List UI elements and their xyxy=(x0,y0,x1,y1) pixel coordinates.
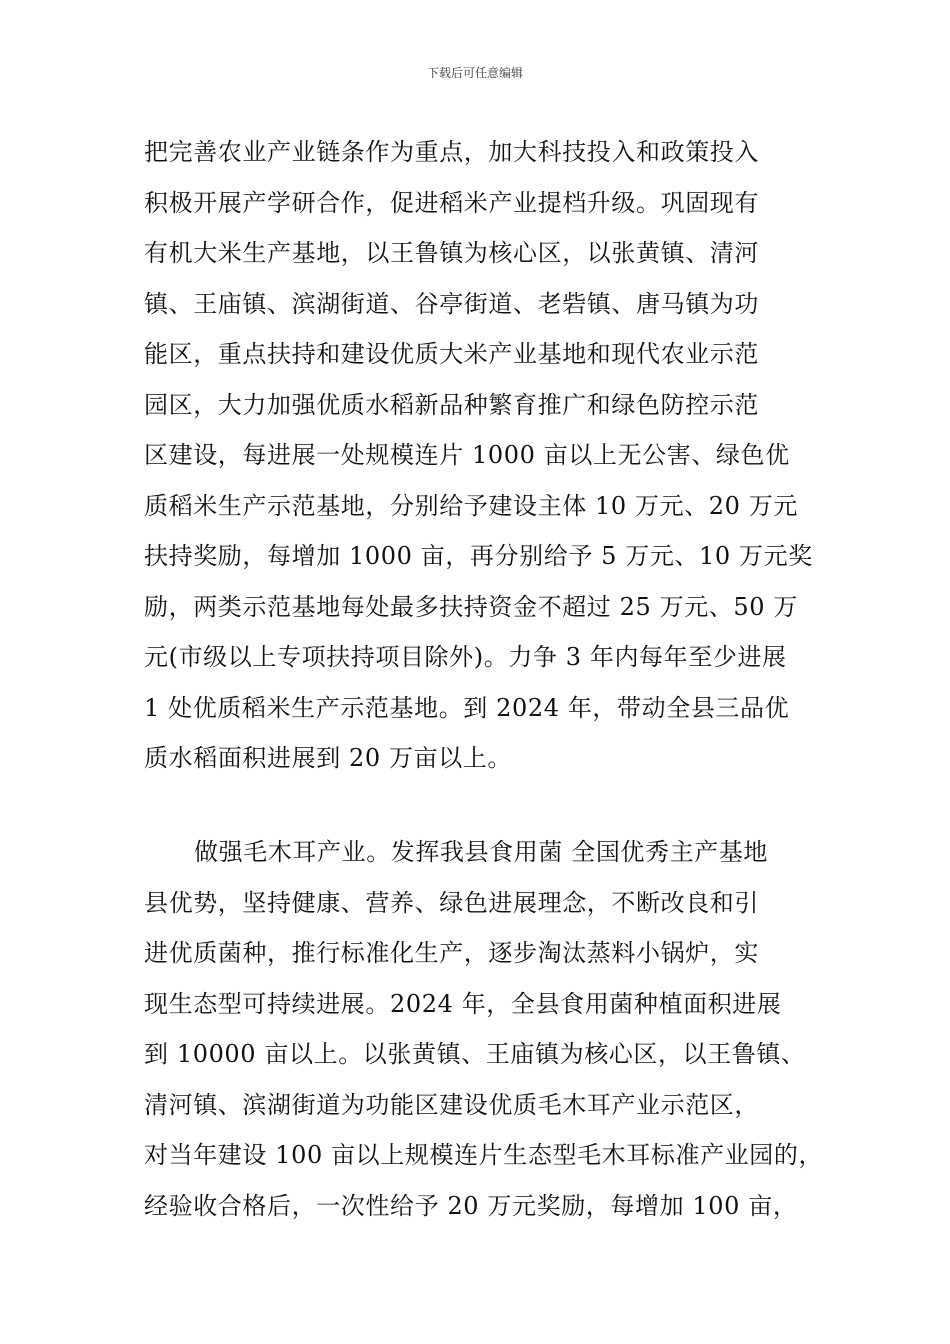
paragraph-line: 有机大米生产基地，以王鲁镇为核心区，以张黄镇、清河 xyxy=(144,239,759,267)
paragraph-line: 把完善农业产业链条作为重点，加大科技投入和政策投入 xyxy=(144,138,759,166)
paragraph-line: 质稻米生产示范基地，分别给予建设主体 10 万元、20 万元 xyxy=(144,491,798,520)
paragraph-line: 1 处优质稻米生产示范基地。到 2024 年，带动全县三品优 xyxy=(144,693,790,722)
paragraph-line: 元(市级以上专项扶持项目除外)。力争 3 年内每年至少进展 xyxy=(144,643,787,671)
paragraph-line: 镇、王庙镇、滨湖街道、谷亭街道、老砦镇、唐马镇为功 xyxy=(144,289,759,318)
paragraph-line: 质水稻面积进展到 20 万亩以上。 xyxy=(144,744,512,772)
page-header: 下载后可任意编辑 xyxy=(426,66,523,80)
paragraph-line: 做强毛木耳产业。发挥我县食用菌 全国优秀主产基地 xyxy=(194,838,769,866)
paragraph-line: 积极开展产学研合作，促进稻米产业提档升级。巩固现有 xyxy=(144,188,759,217)
paragraph-line: 到 10000 亩以上。以张黄镇、王庙镇为核心区，以王鲁镇、 xyxy=(144,1040,806,1068)
paragraph-line: 进优质菌种，推行标准化生产，逐步淘汰蒸料小锅炉，实 xyxy=(144,939,759,967)
paragraph-line: 清河镇、滨湖街道为功能区建设优质毛木耳产业示范区， xyxy=(144,1090,759,1119)
paragraph-rice-industry xyxy=(144,127,844,784)
paragraph-line: 能区，重点扶持和建设优质大米产业基地和现代农业示范 xyxy=(144,340,759,368)
paragraph-line: 现生态型可持续进展。2024 年，全县食用菌种植面积进展 xyxy=(144,989,782,1018)
paragraph-line: 经验收合格后，一次性给予 20 万元奖励，每增加 100 亩， xyxy=(144,1191,798,1220)
paragraph-wood-ear-industry xyxy=(144,827,844,1231)
paragraph-line: 园区，大力加强优质水稻新品种繁育推广和绿色防控示范 xyxy=(144,390,759,419)
paragraph-line: 对当年建设 100 亩以上规模连片生态型毛木耳标准产业园的， xyxy=(144,1141,824,1169)
paragraph-line: 扶持奖励，每增加 1000 亩，再分别给予 5 万元、10 万元奖 xyxy=(144,542,813,570)
paragraph-line: 县优势，坚持健康、营养、绿色进展理念，不断改良和引 xyxy=(144,888,759,917)
paragraph-line: 励，两类示范基地每处最多扶持资金不超过 25 万元、50 万 xyxy=(144,592,798,621)
paragraph-line: 区建设，每进展一处规模连片 1000 亩以上无公害、绿色优 xyxy=(144,441,790,469)
